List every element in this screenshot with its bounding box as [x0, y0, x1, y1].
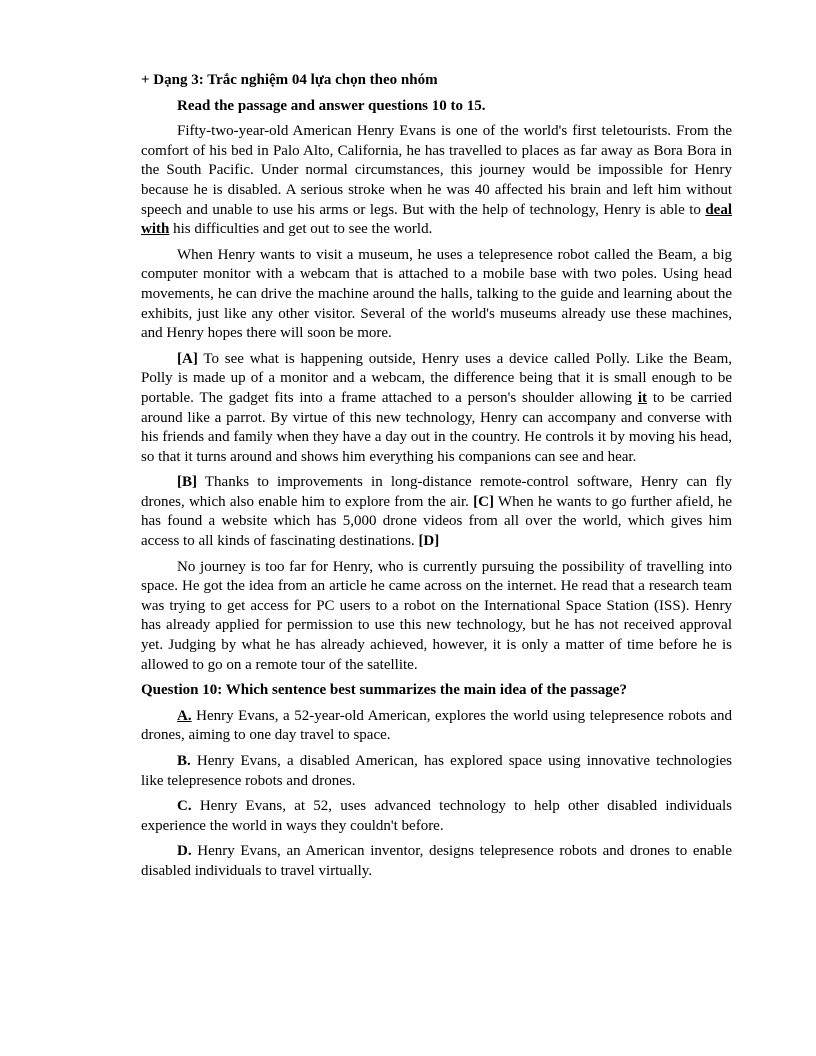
option-d	[141, 842, 732, 881]
passage-paragraph-1	[141, 122, 732, 240]
passage-paragraph-3	[141, 350, 732, 468]
marker-b: [B]	[177, 474, 197, 491]
option-d-text: Henry Evans, an American inventor, designs telepresence robots and drones to enable disabled individuals to travel virtually.	[141, 843, 732, 879]
option-d-letter: D.	[177, 843, 192, 860]
section-heading: + Dạng 3: Trắc nghiệm 04 lựa chọn theo nhóm	[141, 72, 438, 88]
question-10-stem: Question 10: Which sentence best summarizes the main idea of the passage?	[141, 682, 627, 699]
marker-d: [D]	[418, 533, 440, 550]
option-b-text: Henry Evans, a disabled American, has explored space using innovative technologies like telepresence robots and drones.	[141, 753, 732, 789]
option-c-text: Henry Evans, at 52, uses advanced technology to help other disabled individuals experience the world in ways they couldn't before.	[141, 798, 732, 834]
option-a-letter: A.	[177, 707, 192, 724]
passage-paragraph-4	[141, 473, 732, 551]
option-a	[141, 707, 732, 746]
p1-text-before: Fifty-two-year-old American Henry Evans is one of the world's first teletourists. From the comfort of his bed in Palo Alto, California, he has travelled to places as far away as Bora Bora in the South Pacific. Under normal circumstances, this journey would be impossible for Henry because he is disabled. A serious stroke when he was 40 affected his brain and left him without speech and unable to use his arms or legs. But with the help of technology, Henry is able to	[141, 123, 732, 218]
option-b-letter: B.	[177, 753, 191, 769]
option-c-letter: C.	[177, 798, 192, 815]
option-c	[141, 797, 732, 836]
marker-a: [A]	[177, 350, 198, 367]
p4-part-2: When he wants to go further afield, he has found a website which has 5,000 drone videos from all over the world, which gives him access to all kinds of fascinating destinations.	[141, 493, 732, 550]
document-page	[141, 71, 732, 888]
highlighted-phrase-deal-with: deal with	[141, 201, 732, 238]
instruction: Read the passage and answer questions 10 to 15.	[177, 97, 486, 114]
option-a-text: Henry Evans, a 52-year-old American, explores the world using telepresence robots and drones, aiming to one day travel to space.	[141, 707, 732, 744]
passage-paragraph-2: When Henry wants to visit a museum, he uses a telepresence robot called the Beam, a big computer monitor with a webcam that is attached to a mobile base with two poles. Using head movements, he can drive the machine around the halls, talking to the guide and learning about the exhibits, just like any other visitor. Several of the world's museums already use these machines, and Henry hopes there will soon be more.	[141, 246, 732, 342]
p3-text-after: to be carried around like a parrot. By virtue of this new technology, Henry can accompany and converse with his friends and family when they have a day out in the country. He controls it by moving his head, so that it turns around and shows him everything his companions can see and hear.	[141, 389, 732, 465]
passage-paragraph-5: No journey is too far for Henry, who is currently pursuing the possibility of travelling into space. He got the idea from an article he came across on the internet. He read that a research team was trying to get access for PC users to a robot on the International Space Station (ISS). Henry has already applied for permission to use this new technology, but he has not received approval yet. Judging by what he has already achieved, however, it is only a matter of time before he is allowed to go on a remote tour of the satellite.	[141, 558, 732, 673]
p4-part-1: Thanks to improvements in long-distance remote-control software, Henry can fly drones, which also enable him to explore from the air.	[141, 474, 732, 510]
marker-c: [C]	[473, 493, 494, 510]
highlighted-word-it: it	[637, 389, 648, 406]
p3-text-before: To see what is happening outside, Henry uses a device called Polly. Like the Beam, Polly is made up of a monitor and a webcam, the difference being that it is small enough to be portable. The gadget fits into a frame attached to a person's shoulder allowing	[141, 350, 732, 406]
option-b	[141, 752, 732, 791]
p1-text-after: his difficulties and get out to see the world.	[169, 221, 433, 238]
